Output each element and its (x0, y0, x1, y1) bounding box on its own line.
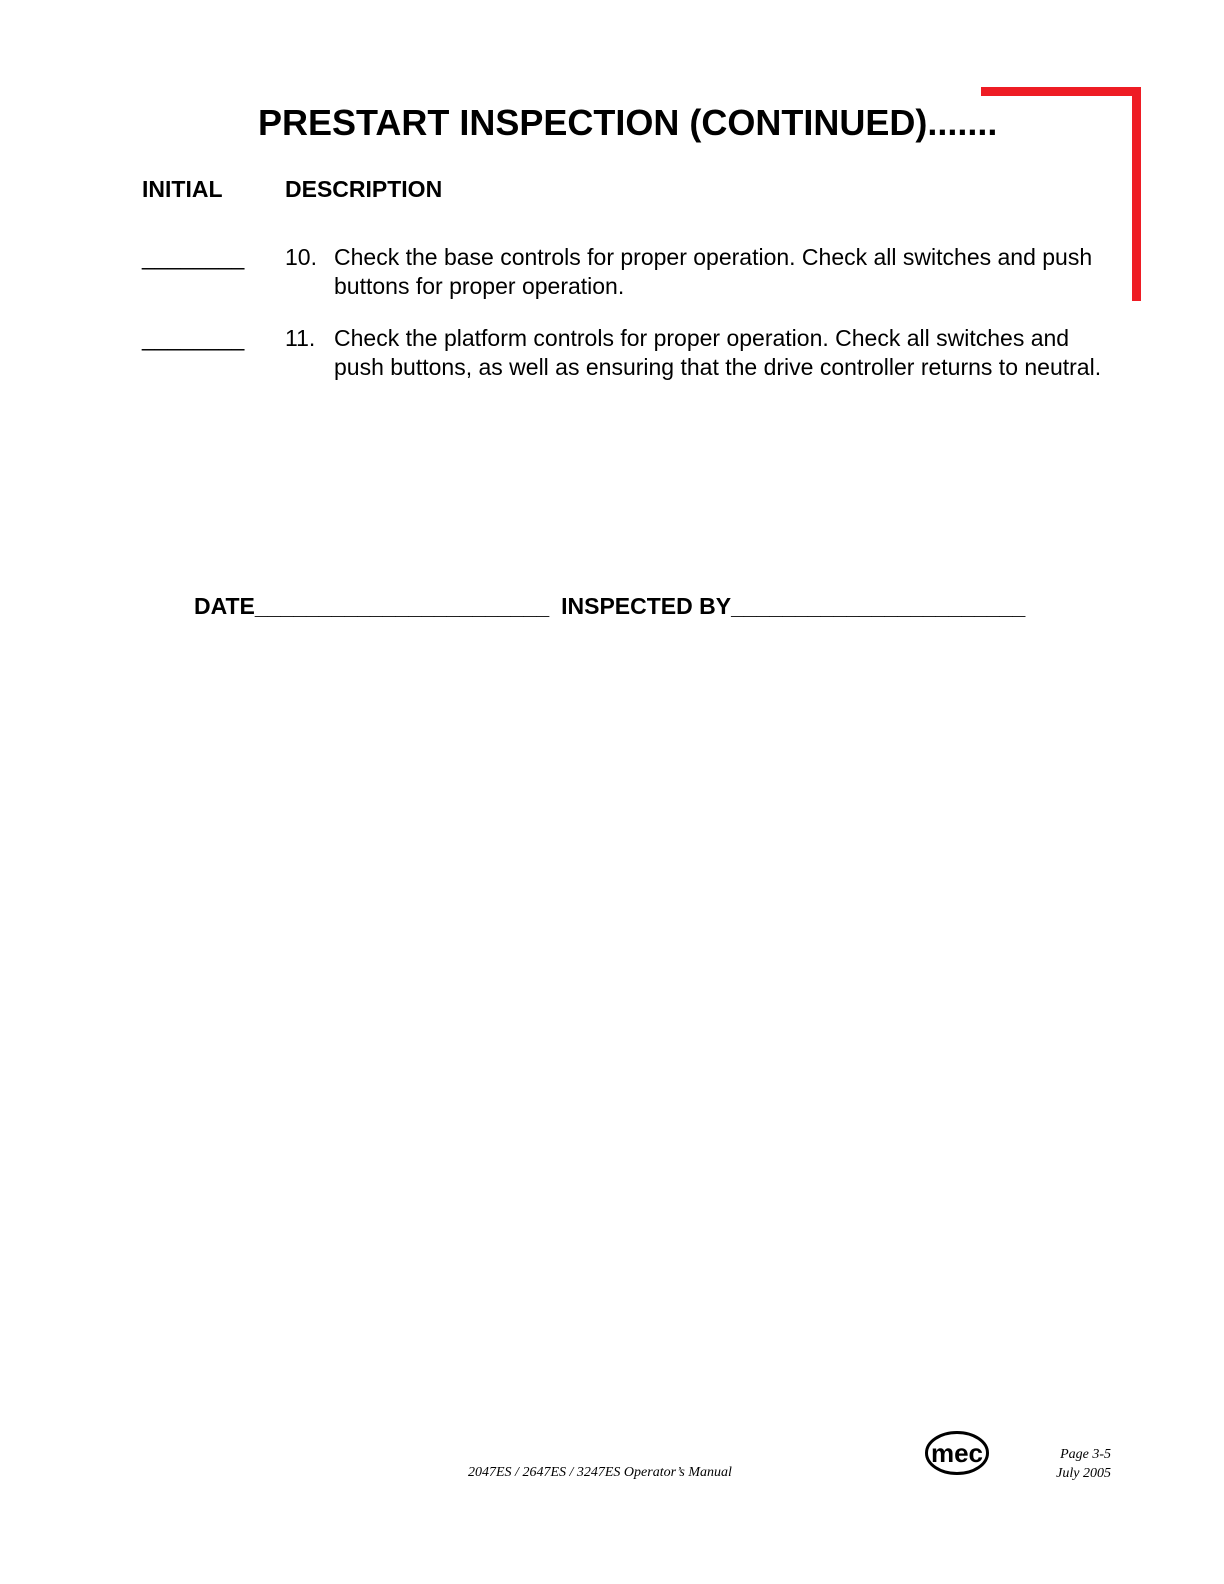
column-header-description: DESCRIPTION (285, 176, 443, 202)
mec-logo-icon (924, 1429, 990, 1477)
item-description: Check the platform controls for proper operation. Check all switches and push buttons, as well as ensuring that the drive controller returns to neutral. (334, 325, 1102, 380)
footer-manual-title: 2047ES / 2647ES / 3247ES Operator’s Manual (468, 1465, 732, 1480)
date-field[interactable]: _______________________ (254, 593, 550, 619)
date-label: DATE (194, 593, 255, 619)
item-number: 11. (285, 325, 316, 351)
footer-page-info (1056, 1445, 1111, 1483)
initial-blank[interactable]: ________ (142, 325, 245, 351)
logo-text: mec (930, 1438, 984, 1468)
checklist-item (142, 243, 1122, 301)
item-description: Check the base controls for proper operation. Check all switches and push buttons for proper operation. (334, 244, 1093, 299)
item-number: 10. (285, 244, 317, 270)
page-number: Page 3-5 (1060, 1447, 1111, 1462)
page-title: PRESTART INSPECTION (CONTINUED)....... (258, 102, 998, 143)
signoff-line (194, 593, 1025, 620)
revision-date: July 2005 (1056, 1466, 1111, 1481)
initial-blank[interactable]: ________ (142, 244, 245, 270)
inspected-by-label: INSPECTED BY (561, 593, 732, 619)
inspected-by-field[interactable]: _______________________ (731, 593, 1026, 619)
column-header-initial: INITIAL (142, 176, 223, 202)
checklist-item (142, 324, 1122, 382)
